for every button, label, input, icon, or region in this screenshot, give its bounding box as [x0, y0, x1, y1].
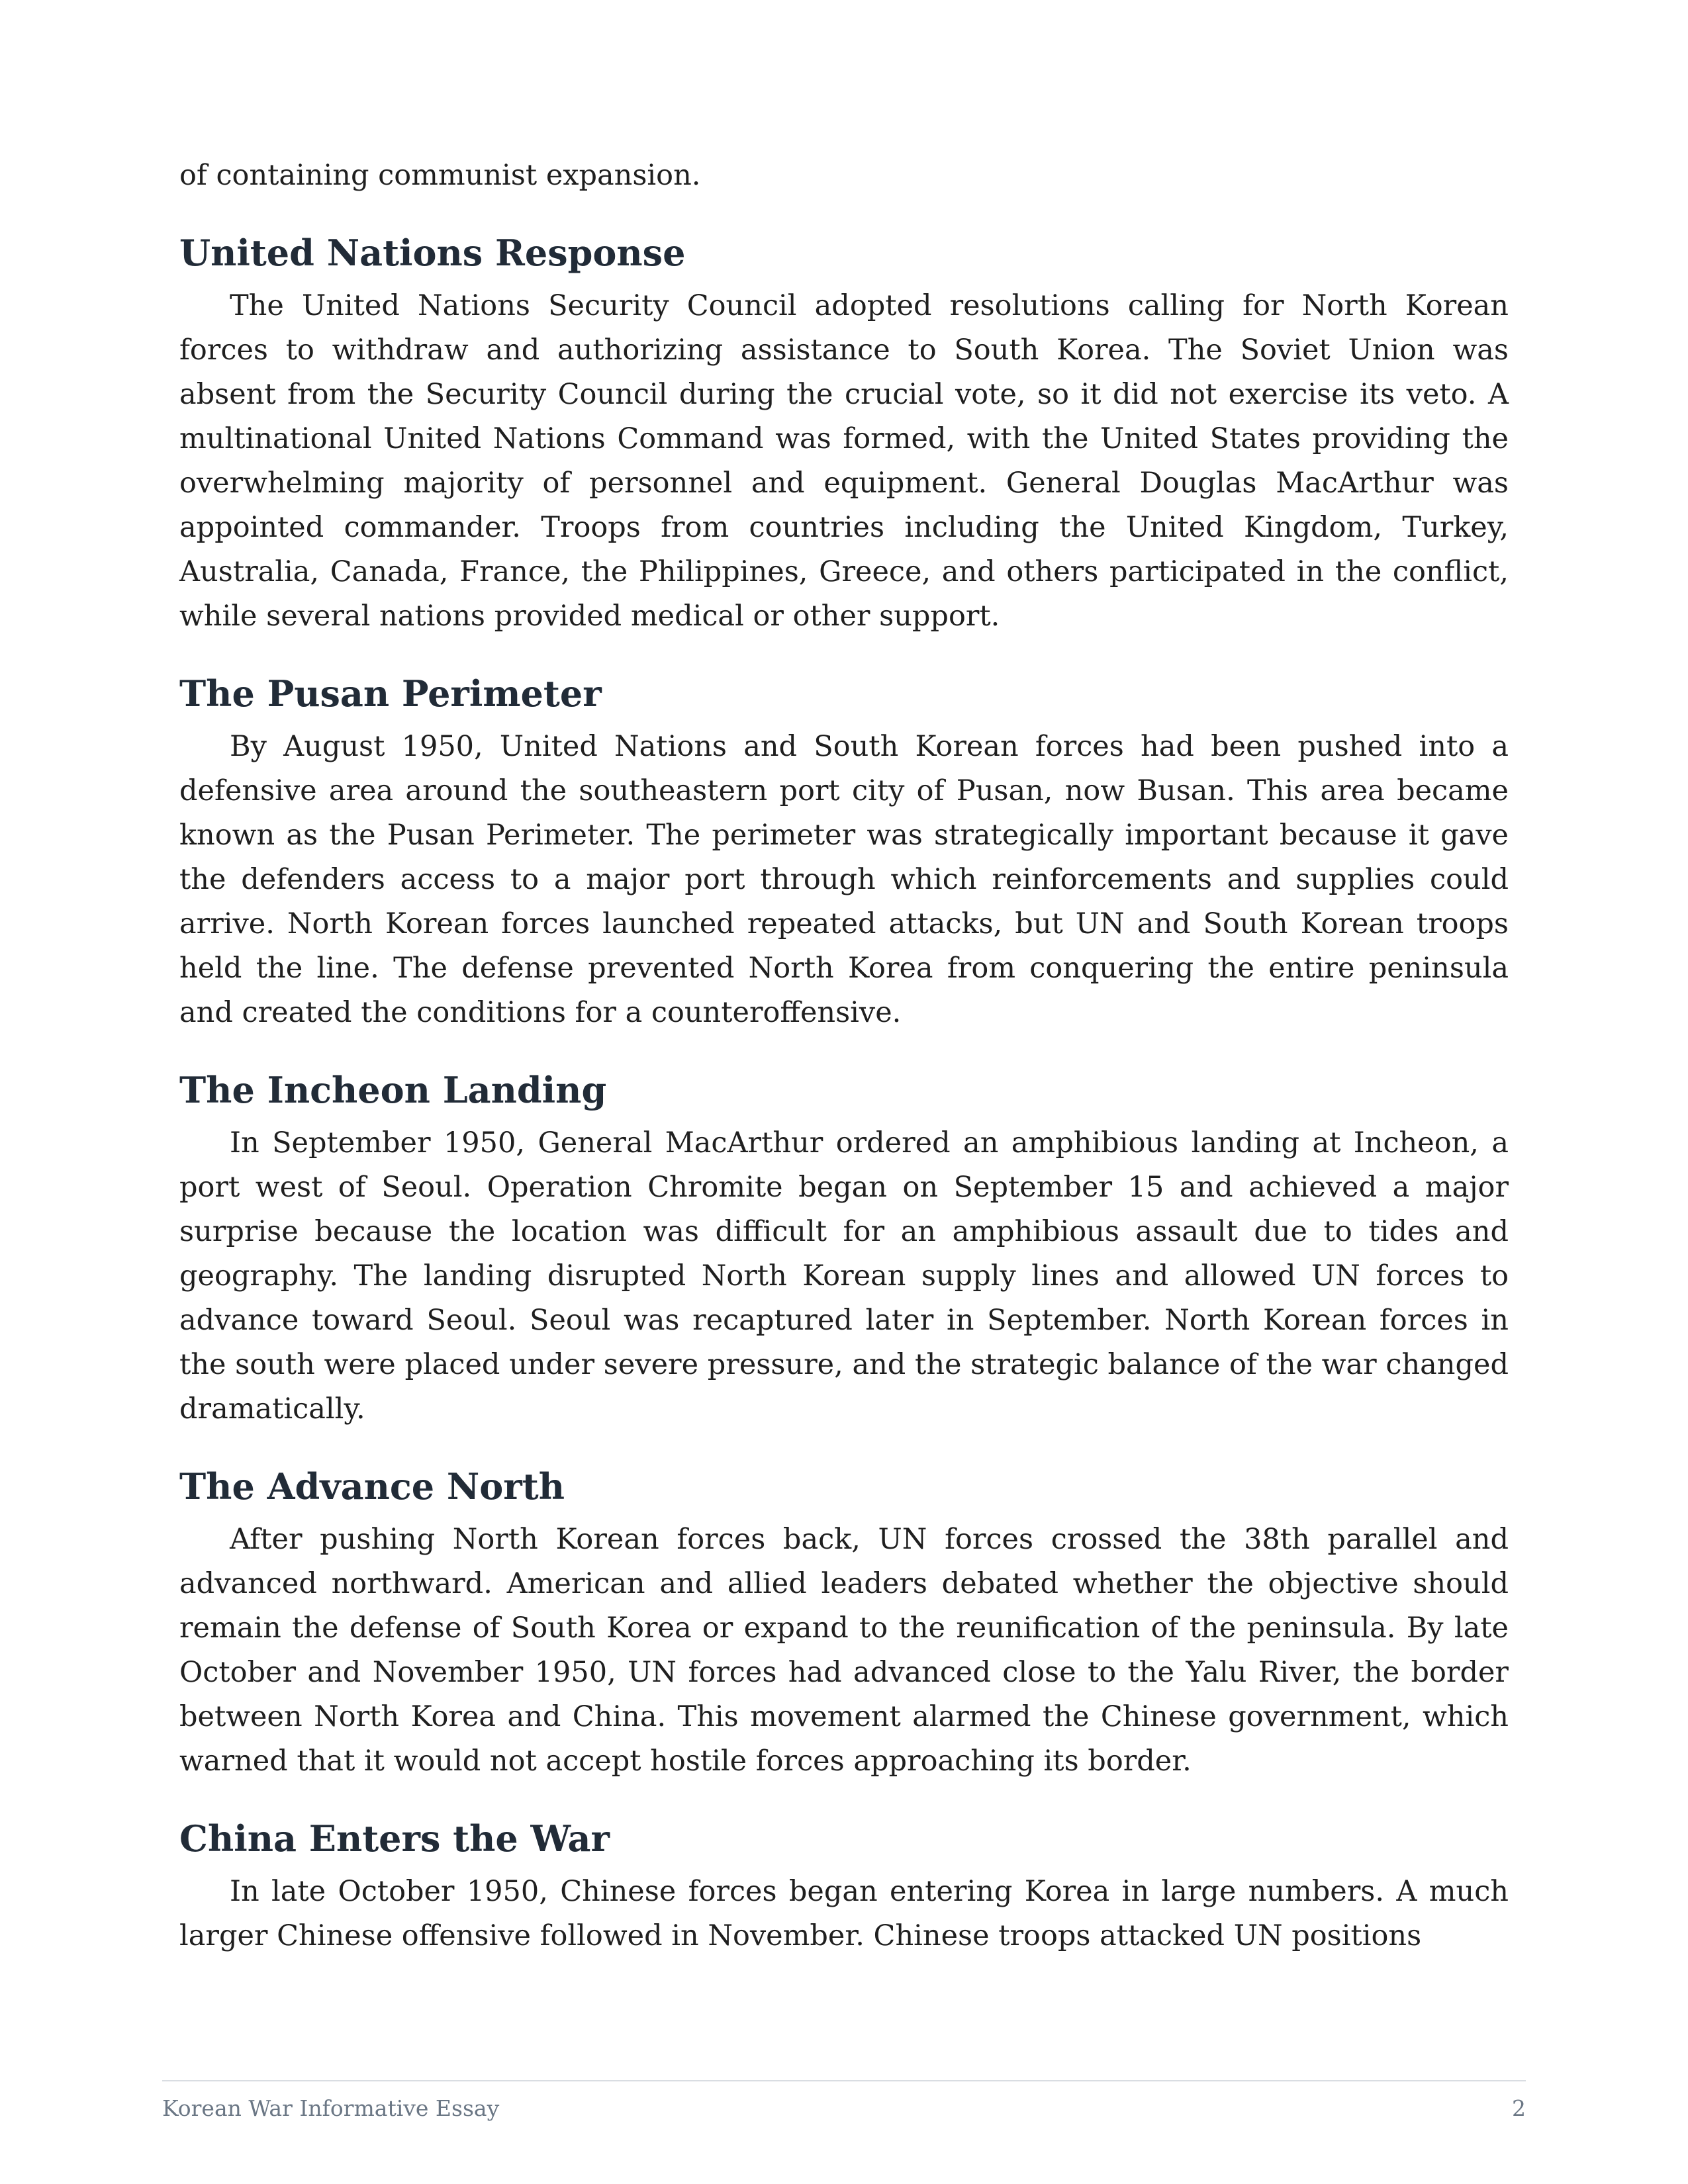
section-heading-china-enters: China Enters the War	[179, 1817, 610, 1860]
page-content	[179, 154, 1509, 1958]
footer-divider	[162, 2080, 1526, 2081]
section-paragraph-pusan-perimeter: By August 1950, United Nations and South Korean forces had been pushed into a defensive area around the southeastern port city of Pusan, now Busan. This area became known as the Pusan Perimeter. The perimeter was strategically important because it gave the defenders access to a major port through which reinforcements and supplies could arrive. North Korean forces launched repeated attacks, but UN and South Korean troops held the line. The defense prevented North Korea from conquering the entire peninsula and created the conditions for a counteroffensive.	[179, 730, 1509, 1029]
section-paragraph-china-enters: In late October 1950, Chinese forces began entering Korea in large numbers. A much larger Chinese offensive followed in November. Chinese troops attacked UN positions	[179, 1875, 1509, 1952]
section-heading-un-response: United Nations Response	[179, 232, 686, 274]
footer-document-title: Korean War Informative Essay	[162, 2095, 500, 2121]
continuation-text: of containing communist expansion.	[179, 159, 701, 192]
section-heading-advance-north: The Advance North	[179, 1465, 565, 1508]
section-heading-pusan-perimeter: The Pusan Perimeter	[179, 672, 602, 715]
section-heading-incheon-landing: The Incheon Landing	[179, 1069, 607, 1111]
footer-page-number: 2	[1512, 2095, 1526, 2121]
section-paragraph-incheon-landing: In September 1950, General MacArthur ordered an amphibious landing at Incheon, a port west of Seoul. Operation Chromite began on September 15 and achieved a major surprise because the location was difficult for an amphibious assault due to tides and geography. The landing disrupted North Korean supply lines and allowed UN forces to advance toward Seoul. Seoul was recaptured later in September. North Korean forces in the south were placed under severe pressure, and the strategic balance of the war changed dramatically.	[179, 1126, 1509, 1426]
section-paragraph-un-response: The United Nations Security Council adopted resolutions calling for North Korean forces to withdraw and authorizing assistance to South Korea. The Soviet Union was absent from the Security Council during the crucial vote, so it did not exercise its veto. A multinational United Nations Command was formed, with the United States providing the overwhelming majority of personnel and equipment. General Douglas MacArthur was appointed commander. Troops from countries including the United Kingdom, Turkey, Australia, Canada, France, the Philippines, Greece, and others participated in the conflict, while several nations provided medical or other support.	[179, 289, 1509, 633]
section-paragraph-advance-north: After pushing North Korean forces back, UN forces crossed the 38th parallel and advanced northward. American and allied leaders debated whether the objective should remain the defense of South Korea or expand to the reunification of the peninsula. By late October and November 1950, UN forces had advanced close to the Yalu River, the border between North Korea and China. This movement alarmed the Chinese government, which warned that it would not accept hostile forces approaching its border.	[179, 1523, 1509, 1778]
